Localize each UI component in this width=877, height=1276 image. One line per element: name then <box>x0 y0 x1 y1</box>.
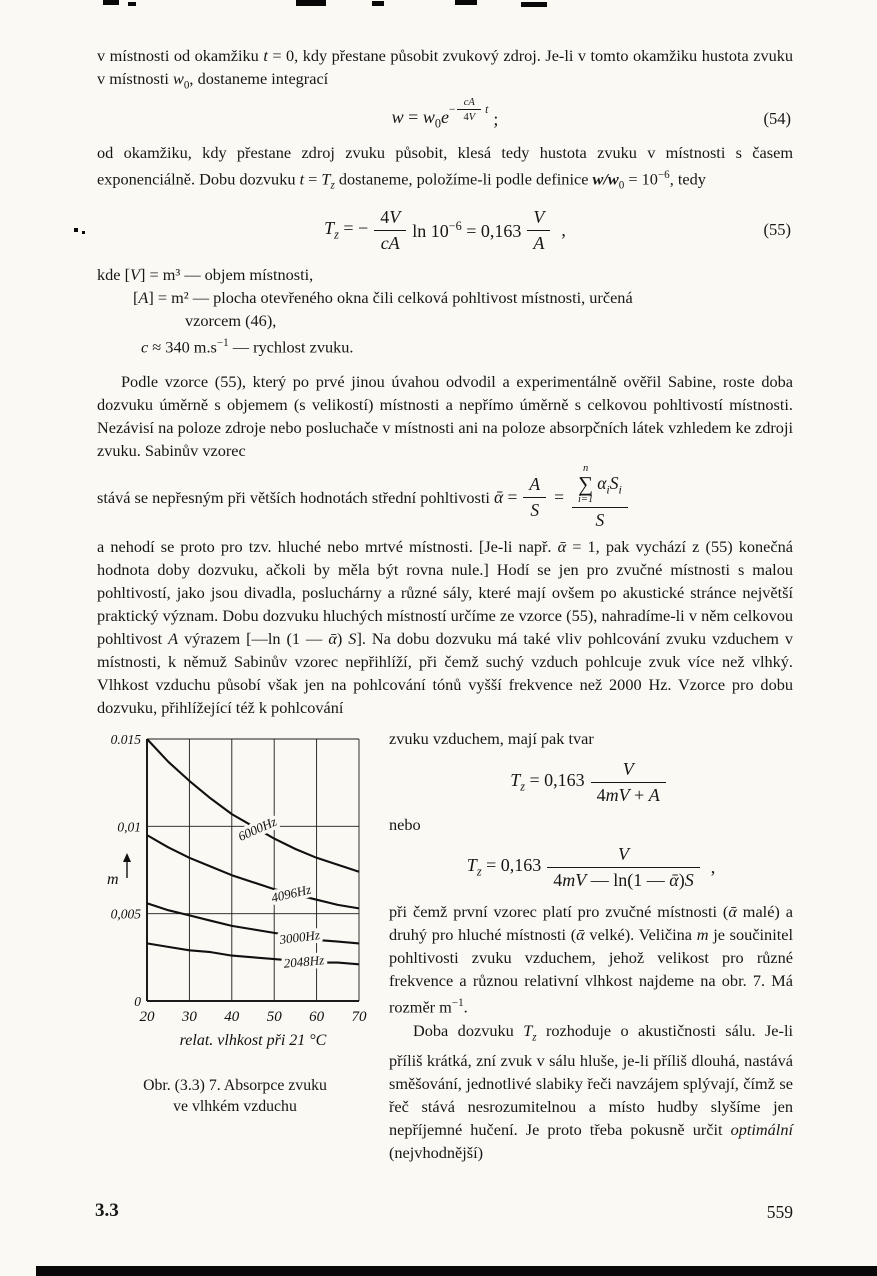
scan-artifact <box>82 231 85 234</box>
right-column <box>389 727 793 1164</box>
paragraph-6 <box>389 900 793 1018</box>
page-content <box>97 44 793 1164</box>
page-number: 559 <box>766 1202 793 1222</box>
text-segment: i <box>618 482 622 497</box>
text-segment: = 0, kdy přestane působit zvukový zdroj. Je-li v tomto okamžiku hustota zvuku v místnosti <box>97 46 794 88</box>
text-segment: 4 <box>596 785 606 806</box>
text-segment: ᾱ <box>669 870 679 891</box>
eq54-exp-minus: − <box>448 104 456 117</box>
scan-artifact <box>455 0 477 5</box>
eqA-num <box>591 759 666 783</box>
text-segment: 0 <box>618 179 625 192</box>
summation-symbol <box>578 464 593 505</box>
sum-terms <box>597 473 622 498</box>
definition-line-A-cont <box>185 309 793 332</box>
text-segment: w <box>422 106 435 127</box>
x-tick-label: 70 <box>351 1009 367 1026</box>
text-segment: malé) a druhý pro hluché místnosti ( <box>389 902 793 945</box>
eq54-lead <box>392 107 449 132</box>
paragraph-1 <box>97 44 793 97</box>
eq55-lhs <box>324 218 368 243</box>
scan-artifact <box>372 1 384 6</box>
text-segment: V <box>389 206 401 227</box>
eq55-f1-den <box>374 231 406 254</box>
scan-artifact <box>128 2 136 6</box>
eqB-body <box>467 844 715 891</box>
x-axis-label: relat. vlhkost při 21 °C <box>179 1032 327 1050</box>
curve-4096Hz <box>147 835 359 908</box>
scan-artifact <box>74 228 78 232</box>
text-segment: = <box>304 169 322 189</box>
text-segment: S <box>684 870 694 891</box>
curve-label-4096Hz: 4096Hz <box>269 881 313 906</box>
text-segment: v místnosti od okamžiku <box>97 46 264 65</box>
text-segment: Podle vzorce (55), který po prvé jinou úvahou odvodil a experimentálně ověřil Sabine, roste doba dozvuku úměrně s objemem (s velikostí) místnosti a nepřímo úměrně s celkovou pohltivostí místnosti. Nezávisí na poloze zdroje nebo posluchače v místnosti ani na poloze absorpčních látek vzhledem ke zdroji zvuku. Sabinův vzorec <box>97 372 793 461</box>
eq55-mid <box>412 219 521 242</box>
y-axis-label: m <box>107 871 119 889</box>
eq55-fraction-2 <box>527 207 550 254</box>
text-segment: 0 <box>183 79 190 92</box>
paragraph-2 <box>97 141 793 198</box>
sabine-formula-line <box>97 464 793 531</box>
text-segment: — ln(1 — <box>586 870 670 891</box>
curve-2048Hz <box>147 944 359 965</box>
equation-number-55: (55) <box>763 220 791 240</box>
text-segment: V <box>130 264 140 284</box>
text-segment: ] = m³ — objem místnosti, <box>139 264 314 284</box>
eqA-body <box>510 759 672 806</box>
eqA-lhs <box>510 770 584 795</box>
text-segment: = <box>403 106 423 127</box>
y-tick-label: 0,01 <box>117 819 141 835</box>
nebo-connector: nebo <box>389 815 421 835</box>
x-tick-label: 50 <box>266 1009 282 1026</box>
text-segment: mV <box>605 785 630 806</box>
text-segment: A <box>168 629 179 649</box>
eq54-exp-numerator <box>457 97 481 110</box>
sabine-formula <box>494 464 634 531</box>
text-segment: cA <box>380 232 400 253</box>
text-segment: velké). Veličina <box>584 925 697 945</box>
text-segment: w <box>173 69 184 88</box>
scan-artifact <box>521 2 547 7</box>
paragraph-3 <box>97 370 793 462</box>
text-segment: . <box>463 997 468 1017</box>
text-segment: A <box>533 232 545 253</box>
text-segment: ᾱ <box>557 537 567 557</box>
text-segment: při čemž první vzorec platí pro zvučné místnosti ( <box>389 902 729 922</box>
text-segment: S <box>609 472 619 493</box>
sabine-fraction-1 <box>523 474 546 521</box>
text-segment: z <box>520 780 525 795</box>
sabine-f2-den <box>572 508 628 531</box>
equation-Tz-zvucne <box>389 759 793 806</box>
text-segment: Doba dozvuku <box>413 1020 524 1040</box>
scan-artifact <box>103 0 119 5</box>
text-segment: ) <box>678 870 685 891</box>
definition-line-V <box>97 263 793 286</box>
text-segment: = 0,163 <box>461 220 522 241</box>
sabine-fraction-2 <box>572 464 628 531</box>
section-number: 3.3 <box>95 1200 119 1221</box>
paragraph-7 <box>389 1019 793 1164</box>
eqB-den <box>547 868 699 891</box>
text-segment: ≈ 340 m.s <box>148 337 217 357</box>
text-segment: −1 <box>451 997 464 1010</box>
text-segment: t <box>299 169 305 189</box>
text-segment: + <box>629 785 649 806</box>
eq55-fraction-1 <box>374 207 406 254</box>
text-segment: z <box>334 227 339 242</box>
equation-55 <box>97 207 793 254</box>
definition-line-c <box>141 332 793 358</box>
text-segment: V <box>468 112 476 124</box>
text-segment: S <box>530 500 540 521</box>
curve-label-6000Hz: 6000Hz <box>235 813 279 845</box>
text-segment: stává se nepřesným při větších hodnotách střední pohltivosti <box>97 487 490 507</box>
eq55-f2-num <box>527 207 550 231</box>
text-segment: V <box>617 844 629 865</box>
text-segment: , tedy <box>669 169 706 189</box>
text-segment: −1 <box>216 336 229 349</box>
text-segment: a nehodí se proto pro tzv. hluché nebo mrtvé místnosti. [Je-li např. <box>97 537 558 557</box>
equation-54 <box>97 97 793 132</box>
paragraph-4 <box>97 535 793 719</box>
figure-caption <box>97 1075 373 1117</box>
y-tick-label: 0,005 <box>110 906 141 922</box>
x-tick-label: 60 <box>309 1009 325 1026</box>
eq54-exp-variable: t <box>485 104 489 117</box>
text-segment: rozhoduje o akustičnosti sálu. Je-li příliš krátká, zní zvuk v sálu hluše, je-li příliš dlouhá, nastává směšování, jednotlivé slabiky řeči navzájem splývají, čímž se řeč stává nesrozumitelnou a místo hudby slyšíme jen nepříjemné hučení. Je proto třeba pokusně určit <box>389 1020 794 1139</box>
text-segment: ᾱ <box>328 629 337 649</box>
text-segment: dostaneme, položíme-li podle definice <box>334 169 593 189</box>
text-segment: −6 <box>657 169 670 182</box>
text-segment: vzorcem (46), <box>185 310 277 330</box>
eqB-fraction <box>547 844 699 891</box>
eq54-exp-fraction <box>457 97 481 123</box>
figure-and-text-row <box>97 727 793 1164</box>
text-segment: kde [ <box>97 264 130 284</box>
x-tick-label: 20 <box>139 1009 155 1026</box>
text-segment: c <box>141 337 149 357</box>
text-segment: = 1, pak vychází z (55) konečná hodnota doby dozvuku, ačkoli by měla být rovna nule.] Hodí se jen pro zvučné místnosti s malou pohltivostí, jako jsou divadla, posluchárny a různé sály, které mají ovšem po akustické stránce největší praktický význam. Dobu dozvuku hluchých místností určíme ze vzorce (55), nahradíme-li v něm celkovou pohltivost <box>97 537 793 649</box>
figure-caption-line2: ve vlhkém vzduchu <box>173 1098 297 1116</box>
text-segment: A <box>648 785 660 806</box>
text-segment: = 10 <box>624 169 658 189</box>
text-segment: výrazem [—ln (1 — <box>178 629 329 649</box>
text-segment: w/w <box>592 169 619 189</box>
sabine-f1-den <box>523 498 546 521</box>
text-segment: α <box>597 472 607 493</box>
text-segment: V <box>533 206 545 227</box>
text-segment: ] = m² — plocha otevřeného okna čili celková pohltivost místnosti, určená <box>148 287 633 307</box>
text-segment: ᾱ <box>576 925 585 945</box>
text-segment: ) <box>336 629 349 649</box>
y-tick-label: 0.015 <box>110 732 141 748</box>
text-segment: e <box>440 106 449 127</box>
eqB-punctuation: , <box>710 857 716 878</box>
sigma-icon: ∑ <box>578 471 594 496</box>
text-segment: 0 <box>434 116 441 131</box>
eq55-f2-den <box>527 231 550 254</box>
text-segment: — rychlost zvuku. <box>228 337 354 357</box>
text-segment: = 0,163 <box>481 855 542 876</box>
eq54-punctuation: ; <box>493 108 499 129</box>
text-segment: cA <box>463 97 475 109</box>
curve-label-3000Hz: 3000Hz <box>278 927 321 948</box>
text-segment: i <box>606 482 610 497</box>
definition-line-A <box>133 286 793 309</box>
text-segment: mV <box>562 870 587 891</box>
paragraph-5 <box>389 727 793 750</box>
text-segment: T <box>324 218 335 239</box>
eq55-punctuation: , <box>561 219 566 240</box>
curve-3000Hz <box>147 903 359 943</box>
text-segment: A <box>138 287 149 307</box>
text-segment: T <box>466 855 477 876</box>
text-segment: = <box>503 487 518 508</box>
x-tick-label: 40 <box>224 1009 240 1026</box>
eq55-f1-num <box>374 207 406 231</box>
text-segment: T <box>510 770 521 791</box>
eqB-num <box>547 844 699 868</box>
equation-number-54: (54) <box>763 109 791 129</box>
text-segment: V <box>622 759 634 780</box>
text-segment: 4 <box>380 206 390 227</box>
sabine-equals: = <box>554 487 564 508</box>
text-segment: T <box>321 169 331 189</box>
text-segment: = 0,163 <box>524 770 585 791</box>
sabine-f1-num <box>523 474 546 498</box>
text-segment: 4 <box>463 112 469 124</box>
eqA-den <box>591 783 666 806</box>
sum-lower-limit: i=1 <box>577 493 594 505</box>
text-segment: t <box>263 46 268 65</box>
x-tick-label: 30 <box>181 1009 197 1026</box>
text-segment: ᾱ <box>493 487 504 508</box>
sabine-f2-num <box>572 464 628 508</box>
text-segment: , dostaneme integrací <box>189 69 329 88</box>
equation-54-body <box>391 97 499 132</box>
text-segment: = − <box>338 218 369 239</box>
text-segment: ln 10 <box>412 220 449 241</box>
equation-55-body <box>324 207 566 254</box>
text-segment: je součinitel pohltivosti zvuku vzduchem, jehož velikost pro různé frekvence a různou relativní vlhkost najdeme na obr. 7. Má rozměr m <box>389 925 793 1017</box>
absorption-chart <box>97 727 369 1063</box>
text-segment: 4 <box>553 870 563 891</box>
figure-absorption <box>97 727 373 1164</box>
eqA-fraction <box>591 759 666 806</box>
sum-upper-limit: n <box>582 463 589 475</box>
eqB-lhs <box>467 855 541 880</box>
text-segment: z <box>532 1030 537 1043</box>
y-tick-label: 0 <box>134 994 141 1010</box>
text-segment: optimální <box>730 1119 793 1139</box>
definitions-block <box>97 263 793 358</box>
text-segment: m <box>696 925 709 945</box>
figure-caption-line1: Obr. (3.3) 7. Absorpce zvuku <box>143 1077 327 1095</box>
eq54-exp-denominator <box>457 110 481 123</box>
text-segment: z <box>330 179 335 192</box>
eq54-exponent <box>449 97 488 123</box>
text-segment: zvuku vzduchem, mají pak tvar <box>389 729 594 749</box>
text-segment: S <box>595 510 605 531</box>
text-segment: w <box>391 106 404 127</box>
text-segment: T <box>523 1020 533 1040</box>
up-arrow-icon <box>123 853 131 862</box>
scan-artifact <box>296 0 326 6</box>
scan-artifact <box>36 1266 877 1276</box>
sabine-lhs <box>494 487 517 508</box>
text-segment: z <box>476 865 482 880</box>
text-segment: (nejvhodnější) <box>389 1142 484 1162</box>
text-segment: [ <box>133 287 139 307</box>
text-segment: A <box>529 474 541 495</box>
text-segment: −6 <box>448 218 462 233</box>
equation-Tz-hluche <box>389 844 793 891</box>
text-segment: od okamžiku, kdy přestane zdroj zvuku působit, klesá tedy hustota zvuku v místnosti s časem exponenciálně. Dobu dozvuku <box>97 143 793 189</box>
text-segment: S <box>348 629 357 649</box>
text-segment: ]. Na dobu dozvuku má také vliv pohlcování zvuku vzduchem v místnosti, k němuž Sabinův vzorec nepřihlíží, při čemž suchý vzduch pohlcuje zvuk více než vlhký. Vlhkost vzduchu působí však jen na pohlcování tónů vyšší frekvence než 2000 Hz. Vzorce pro dobu dozvuku, přihlížející též k pohlcování <box>97 629 794 718</box>
curve-label-2048Hz: 2048Hz <box>283 952 325 972</box>
sabine-text <box>97 488 490 508</box>
text-segment: ᾱ <box>728 902 737 922</box>
